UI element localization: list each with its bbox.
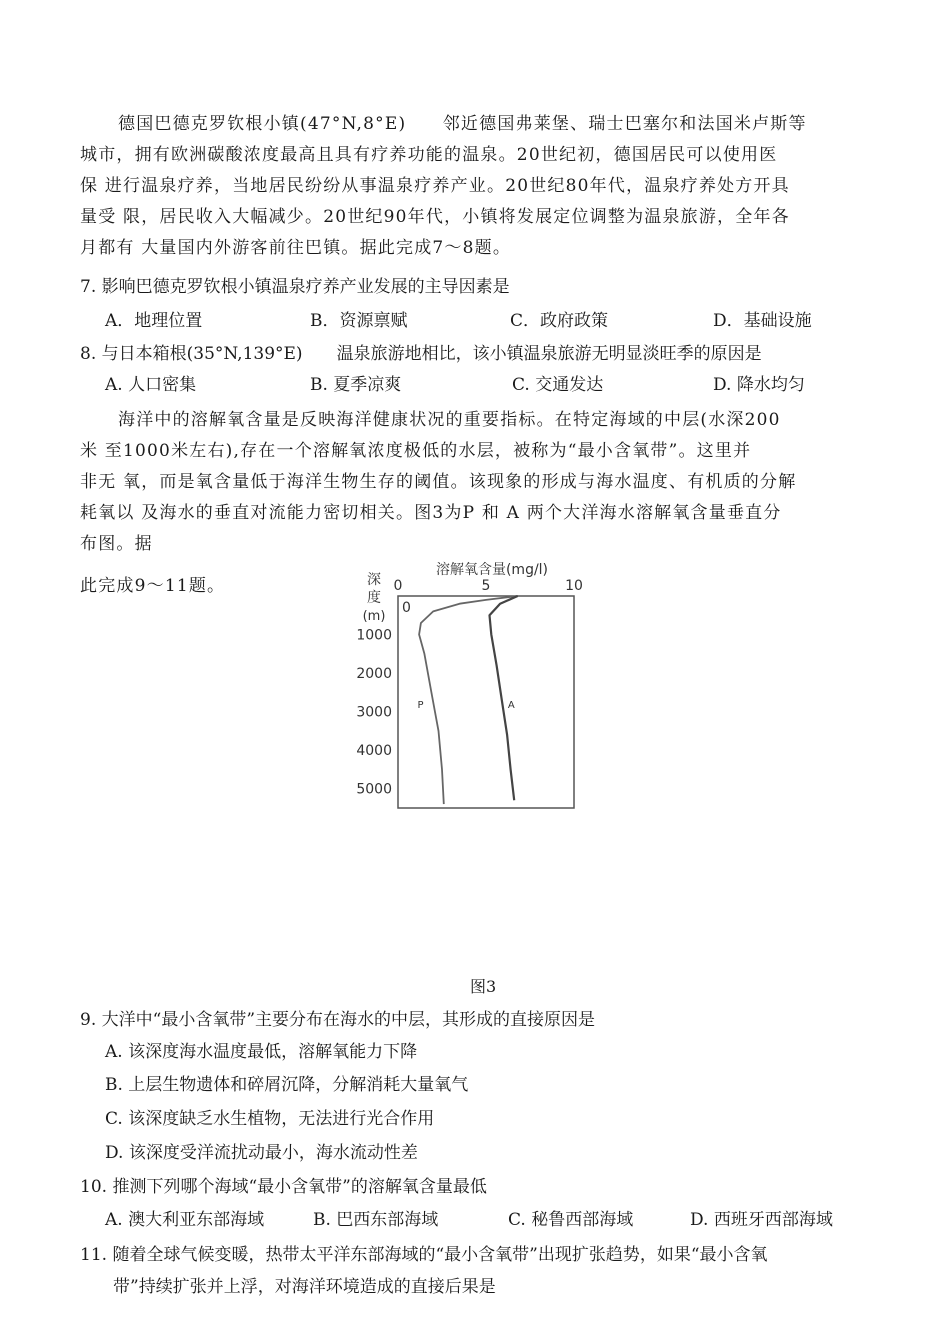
- y-tick-label: 2000: [356, 666, 392, 683]
- y-tick-label: 3000: [356, 704, 392, 721]
- option-d: D. 西班牙西部海域: [690, 1210, 833, 1230]
- x-tick-label: 5: [481, 578, 491, 594]
- question-stem: 9. 大洋中“最小含氧带”主要分布在海水的中层，其形成的直接原因是: [80, 1010, 596, 1030]
- option-b: B．资源禀赋: [310, 311, 408, 331]
- option-d: D．基础设施: [713, 311, 812, 331]
- series-line-a: [490, 596, 518, 800]
- question-stem: 11. 随着全球气候变暖，热带太平洋东部海域的“最小含氧带”出现扩张趋势，如果“最小含氧: [80, 1245, 768, 1265]
- paragraph-line: 保 进行温泉疗养，当地居民纷纷从事温泉疗养产业。20世纪80年代，温泉疗养处方开具: [80, 176, 790, 196]
- paragraph-line: 布图。据: [80, 534, 153, 554]
- paragraph-line: 月都有 大量国内外游客前往巴镇。据此完成7～8题。: [80, 238, 512, 258]
- option-c: C. 秘鲁西部海域: [508, 1210, 634, 1230]
- series-line-p: [419, 596, 518, 804]
- option-d: D. 该深度受洋流扰动最小，海水流动性差: [105, 1143, 418, 1163]
- paragraph-line: 海洋中的溶解氧含量是反映海洋健康状况的重要指标。在特定海域的中层(水深200: [118, 410, 781, 430]
- paragraph-line: 米 至1000米左右),存在一个溶解氧浓度极低的水层，被称为“最小含氧带”。这里并: [80, 441, 752, 461]
- option-a: A. 澳大利亚东部海域: [105, 1210, 265, 1230]
- y-tick-label: 5000: [356, 781, 392, 798]
- figure-caption: 图3: [470, 977, 497, 996]
- question-stem: 7. 影响巴德克罗钦根小镇温泉疗养产业发展的主导因素是: [80, 277, 510, 297]
- paragraph-line: 此完成9～11题。: [80, 576, 226, 596]
- option-b: B. 巴西东部海域: [313, 1210, 439, 1230]
- question-stem-continued: 带”持续扩张并上浮，对海洋环境造成的直接后果是: [113, 1277, 496, 1297]
- option-a: A. 人口密集: [105, 375, 197, 395]
- paragraph-line: 耗氧以 及海水的垂直对流能力密切相关。图3为P 和 A 两个大洋海水溶解氧含量垂直分: [80, 503, 782, 523]
- chart-title: 溶解氧含量(mg/l): [435, 562, 549, 578]
- option-c: C. 交通发达: [512, 375, 604, 395]
- option-a: A．地理位置: [105, 311, 203, 331]
- oxygen-profile-chart: [352, 556, 592, 816]
- option-c: C．政府政策: [510, 311, 609, 331]
- series-label-p: P: [417, 699, 424, 711]
- y-tick-label: 1000: [356, 627, 392, 644]
- plot-frame: [398, 596, 574, 808]
- option-b: B. 夏季凉爽: [310, 375, 402, 395]
- y-axis-label: 度: [367, 590, 381, 606]
- question-stem: 8. 与日本箱根(35°N,139°E) 温泉旅游地相比，该小镇温泉旅游无明显淡旺季的原因是: [80, 344, 762, 364]
- x-tick-label: 0: [393, 578, 403, 594]
- option-a: A. 该深度海水温度最低，溶解氧能力下降: [105, 1042, 418, 1062]
- paragraph-line: 城市，拥有欧洲碳酸浓度最高且具有疗养功能的温泉。20世纪初，德国居民可以使用医: [80, 145, 778, 165]
- paragraph-line: 量受 限，居民收入大幅减少。20世纪90年代，小镇将发展定位调整为温泉旅游，全年各: [80, 207, 790, 227]
- paragraph-line: 非无 氧，而是氧含量低于海洋生物生存的阈值。该现象的形成与海水温度、有机质的分解: [80, 472, 797, 492]
- y-tick-label: 0: [402, 600, 411, 616]
- paragraph-line: 德国巴德克罗钦根小镇(47°N,8°E) 邻近德国弗莱堡、瑞士巴塞尔和法国米卢斯等: [118, 114, 807, 134]
- option-c: C. 该深度缺乏水生植物，无法进行光合作用: [105, 1109, 435, 1129]
- y-axis-label: 深: [367, 572, 381, 588]
- option-d: D. 降水均匀: [713, 375, 805, 395]
- series-label-a: A: [507, 699, 515, 711]
- question-stem: 10. 推测下列哪个海域“最小含氧带”的溶解氧含量最低: [80, 1177, 487, 1197]
- option-b: B. 上层生物遗体和碎屑沉降，分解消耗大量氧气: [105, 1075, 469, 1095]
- x-tick-label: 10: [565, 578, 583, 594]
- y-axis-unit: (m): [362, 609, 386, 624]
- y-tick-label: 4000: [356, 743, 392, 760]
